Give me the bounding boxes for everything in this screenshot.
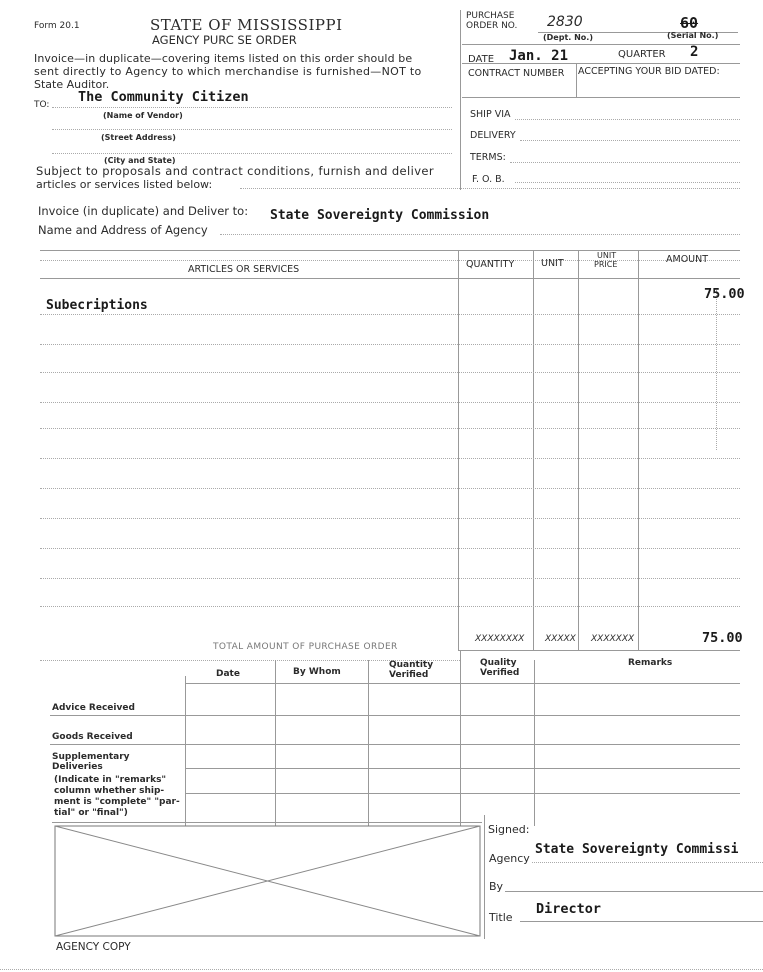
- agency-address-line: [220, 234, 740, 235]
- bottom-perforation: [0, 969, 763, 970]
- subject-line-1: Subject to proposals and contract conditions, furnish and deliver: [36, 164, 435, 178]
- city-line: [52, 153, 452, 154]
- supplementary-label: Supplementary: [52, 752, 130, 762]
- total-amount: 75.00: [702, 630, 743, 646]
- col-amount-line: [638, 250, 639, 650]
- signed-label: Signed:: [488, 823, 530, 836]
- agency-name-value: State Sovereignty Commission: [270, 208, 490, 223]
- form-title: AGENCY PURC SE ORDER: [152, 33, 297, 47]
- item-row-line: [40, 344, 740, 345]
- date-column-header: Date: [216, 669, 240, 679]
- dept-no-label: (Dept. No.): [543, 33, 593, 42]
- delivery-line: [520, 140, 740, 141]
- fob-label: F. O. B.: [472, 174, 505, 185]
- terms-line: [510, 162, 740, 163]
- quality-verified-header-1: Quality: [480, 658, 517, 668]
- by-whom-column-header: By Whom: [293, 667, 341, 677]
- receipt-col-quality: [460, 650, 461, 826]
- total-label: TOTAL AMOUNT OF PURCHASE ORDER: [213, 642, 398, 652]
- title-line: [520, 921, 763, 922]
- agency-copy-label: AGENCY COPY: [56, 941, 131, 953]
- item-amount: 75.00: [704, 286, 745, 302]
- po-label-2: ORDER NO.: [466, 21, 518, 31]
- quarter-label: QUARTER: [618, 49, 666, 60]
- street-line: [52, 129, 452, 130]
- vendor-name: The Community Citizen: [78, 89, 249, 105]
- po-label-1: PURCHASE: [466, 11, 515, 21]
- goods-received-label: Goods Received: [52, 732, 133, 742]
- item-article: Subecriptions: [46, 298, 148, 313]
- bid-dated-label: ACCEPTING YOUR BID DATED:: [578, 66, 720, 77]
- state-title: STATE OF MISSISSIPPI: [150, 16, 343, 34]
- remarks-note-3: ment is "complete" "par-: [54, 797, 180, 807]
- vendor-name-label: (Name of Vendor): [103, 111, 183, 120]
- item-row-line: [40, 314, 740, 315]
- form-number: Form 20.1: [34, 21, 80, 31]
- advice-received-label: Advice Received: [52, 703, 135, 713]
- ship-via-line: [515, 119, 740, 120]
- terms-label: TERMS:: [470, 152, 506, 163]
- item-row-line: [40, 518, 740, 519]
- remarks-note-2: column whether ship-: [54, 786, 165, 796]
- receipt-col-qty: [368, 660, 369, 826]
- serial-no-label: (Serial No.): [667, 31, 719, 40]
- total-mask-quantity: XXXXXXXX: [475, 634, 525, 644]
- unit-price-header-2: PRICE: [594, 260, 618, 269]
- receipt-bottom-rule: [52, 822, 482, 823]
- item-row-line: [40, 578, 740, 579]
- item-row-line: [40, 428, 740, 429]
- invoice-deliver-label: Invoice (in duplicate) and Deliver to:: [38, 204, 249, 218]
- item-row-line: [40, 372, 740, 373]
- sign-agency-line: [532, 862, 763, 863]
- quality-verified-header-2: Verified: [480, 668, 520, 678]
- delivery-label: DELIVERY: [470, 130, 516, 141]
- to-label: TO:: [34, 100, 50, 110]
- quantity-verified-header-1: Quantity: [389, 660, 434, 670]
- deliveries-label: Deliveries: [52, 762, 103, 772]
- unit-header: UNIT: [541, 258, 564, 269]
- right-block-divider: [460, 10, 461, 190]
- contract-rule: [462, 97, 740, 98]
- goods-rule: [50, 744, 740, 745]
- receipt-col-date: [185, 676, 186, 826]
- street-label: (Street Address): [101, 133, 176, 142]
- amount-header: AMOUNT: [666, 254, 709, 265]
- instructions-line-1: Invoice—in duplicate—covering items listed on this order should be: [34, 52, 413, 65]
- total-mask-price: XXXXXXX: [591, 634, 635, 644]
- col-unit-price-line: [578, 250, 579, 650]
- items-header-rule: [40, 278, 740, 279]
- city-label: (City and State): [104, 156, 176, 165]
- instructions-line-2: sent directly to Agency to which merchandise is furnished—NOT to: [34, 65, 422, 78]
- title-value: Director: [536, 901, 602, 917]
- col-unit-line: [533, 250, 534, 650]
- subject-line-2: articles or services listed below:: [36, 178, 213, 191]
- fob-line: [515, 182, 740, 183]
- advice-rule: [50, 715, 740, 716]
- articles-header: ARTICLES OR SERVICES: [188, 264, 300, 275]
- by-label: By: [489, 880, 504, 893]
- quantity-header: QUANTITY: [466, 259, 515, 270]
- sign-agency-label: Agency: [489, 852, 530, 865]
- quarter-value: 2: [690, 44, 699, 60]
- date-rule: [462, 63, 740, 64]
- total-rule: [458, 650, 740, 651]
- contract-number-label: CONTRACT NUMBER: [468, 68, 565, 79]
- dept-number: 2830: [547, 14, 583, 30]
- item-row-line: [40, 402, 740, 403]
- supp-rule-2: [185, 793, 740, 794]
- remarks-header: Remarks: [628, 658, 673, 668]
- signature-divider: [484, 815, 485, 939]
- date-value: Jan. 21: [509, 48, 569, 64]
- ship-via-label: SHIP VIA: [470, 109, 511, 120]
- remarks-note-1: (Indicate in "remarks": [54, 775, 167, 785]
- supp-rule: [185, 768, 740, 769]
- receipt-header-rule: [185, 683, 740, 684]
- item-row-line: [40, 606, 740, 607]
- total-mask-unit: XXXXX: [545, 634, 576, 644]
- instructions-line-3: State Auditor.: [34, 78, 110, 91]
- agency-rule-2: [40, 250, 740, 251]
- title-label: Title: [489, 911, 513, 924]
- item-row-line: [40, 458, 740, 459]
- unit-price-header-1: UNIT: [597, 251, 617, 260]
- quantity-verified-header-2: Verified: [389, 670, 429, 680]
- receipt-col-remarks: [534, 660, 535, 826]
- by-line: [505, 891, 763, 892]
- remarks-note-4: tial" or "final"): [54, 808, 128, 818]
- subject-line: [240, 188, 740, 189]
- agency-address-label: Name and Address of Agency: [38, 223, 208, 237]
- sign-agency-value: State Sovereignty Commissi: [535, 842, 739, 857]
- date-label: DATE: [468, 54, 495, 65]
- contract-divider: [576, 63, 577, 97]
- serial-number: 60: [680, 14, 699, 32]
- items-header-top: [40, 260, 740, 261]
- item-row-line: [40, 548, 740, 549]
- vendor-name-line: [52, 107, 452, 108]
- col-quantity-line: [458, 250, 459, 650]
- receipt-col-bywhom: [275, 660, 276, 826]
- item-row-line: [40, 488, 740, 489]
